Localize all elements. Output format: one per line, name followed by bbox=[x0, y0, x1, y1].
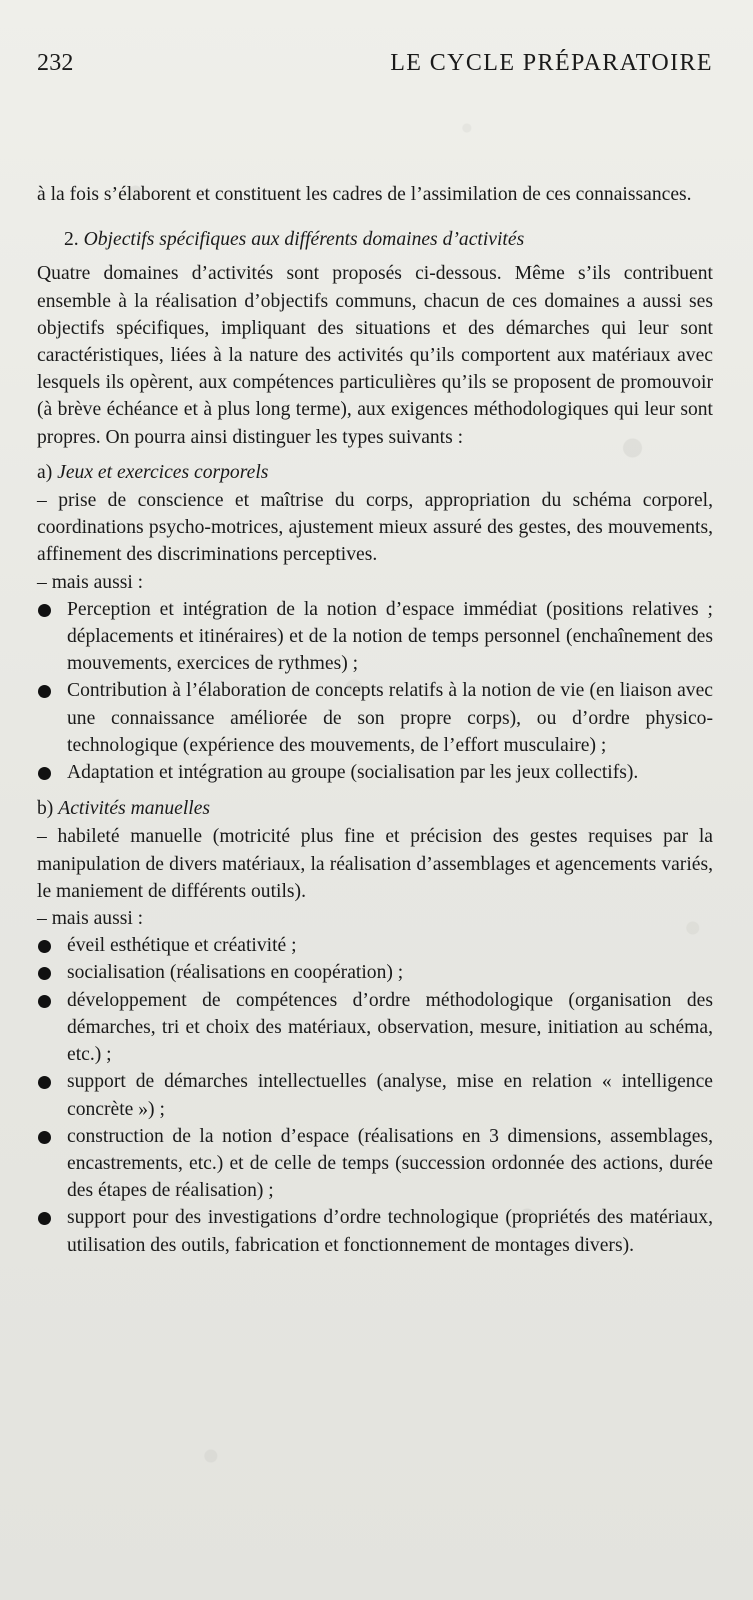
domain-b-bullet-2: socialisation (réalisations en coopération) ; bbox=[37, 959, 713, 986]
domain-b-mais-aussi: – mais aussi : bbox=[37, 908, 144, 930]
domain-b-bullet-list bbox=[37, 932, 713, 1258]
section-heading bbox=[64, 226, 713, 253]
domain-b-bullet-6: support pour des investigations d’ordre technologique (propriétés des matériaux, utilisation des outils, fabrication et fonctionnement de montages divers). bbox=[37, 1204, 713, 1258]
domain-b-bullet-5: construction de la notion d’espace (réalisations en 3 dimensions, assemblages, encastrements, etc.) et de celle de temps (succession ordonnée des actions, durée des étapes de réalisation) ; bbox=[37, 1123, 713, 1205]
domain-b-title: Activités manuelles bbox=[58, 798, 211, 820]
domain-b-dash-line: – habileté manuelle (motricité plus fine et précision des gestes requises par la manipulation de divers matériaux, la réalisation d’assemblages et agencements variés, le maniement de différents outils). bbox=[37, 826, 713, 902]
intro-paragraph: Quatre domaines d’activités sont proposés ci-dessous. Même s’ils contribuent ensemble à la réalisation d’objectifs communs, chacun de ces domaines a aussi ses objectifs spécifiques, impliquant des situations et des démarches qui leur sont caractéristiques, liées à la nature des activités qu’ils comportent aux matériaux avec lesquels ils opèrent, aux compétences particulières qu’ils se proposent de promouvoir (à brève échéance et à plus long terme), aux exigences méthodologiques qui leur sont propres. On pourra ainsi distinguer les types suivants : bbox=[37, 263, 713, 448]
domain-b-bullet-4: support de démarches intellectuelles (analyse, mise en relation « intelligence concrète ») ; bbox=[37, 1068, 713, 1122]
domain-b-heading bbox=[37, 795, 713, 822]
page-body bbox=[37, 181, 713, 1259]
page-header bbox=[37, 48, 713, 78]
domain-a-bullet-2: Contribution à l’élaboration de concepts relatifs à la notion de vie (en liaison avec une connaissance améliorée de son propre corps), ou d’ordre physico-technologique (expérience des mouvements, de l’effort musculaire) ; bbox=[37, 677, 713, 759]
domain-a-bullet-3: Adaptation et intégration au groupe (socialisation par les jeux collectifs). bbox=[37, 759, 713, 786]
section-title: Objectifs spécifiques aux différents domaines d’activités bbox=[83, 229, 525, 251]
domain-a-bullet-1: Perception et intégration de la notion d’espace immédiat (positions relatives ; déplacements et itinéraires) et de la notion de temps personnel (enchaînement des mouvements, exercices de rythmes) ; bbox=[37, 596, 713, 678]
domain-a-heading bbox=[37, 459, 713, 486]
domain-a-mais-aussi: – mais aussi : bbox=[37, 571, 144, 593]
domain-a-dash-line: – prise de conscience et maîtrise du corps, appropriation du schéma corporel, coordinations psycho-motrices, ajustement mieux assuré des gestes, des mouvements, affinement des discriminations perceptives. bbox=[37, 490, 713, 566]
section-number: 2. bbox=[64, 229, 79, 251]
domain-b-bullet-3: développement de compétences d’ordre méthodologique (organisation des démarches, tri et choix des matériaux, observation, mesure, initiation au schéma, etc.) ; bbox=[37, 987, 713, 1069]
page-number: 232 bbox=[37, 50, 74, 76]
domain-a-marker: a) bbox=[37, 461, 53, 483]
domain-b-bullet-1: éveil esthétique et créativité ; bbox=[37, 932, 713, 959]
running-head: LE CYCLE PRÉPARATOIRE bbox=[390, 50, 713, 76]
domain-a-title: Jeux et exercices corporels bbox=[57, 461, 269, 483]
intro-continuation: à la fois s’élaborent et constituent les cadres de l’assimilation de ces connaissances. bbox=[37, 184, 692, 205]
domain-a-bullet-list bbox=[37, 596, 713, 786]
domain-b-marker: b) bbox=[37, 798, 54, 820]
